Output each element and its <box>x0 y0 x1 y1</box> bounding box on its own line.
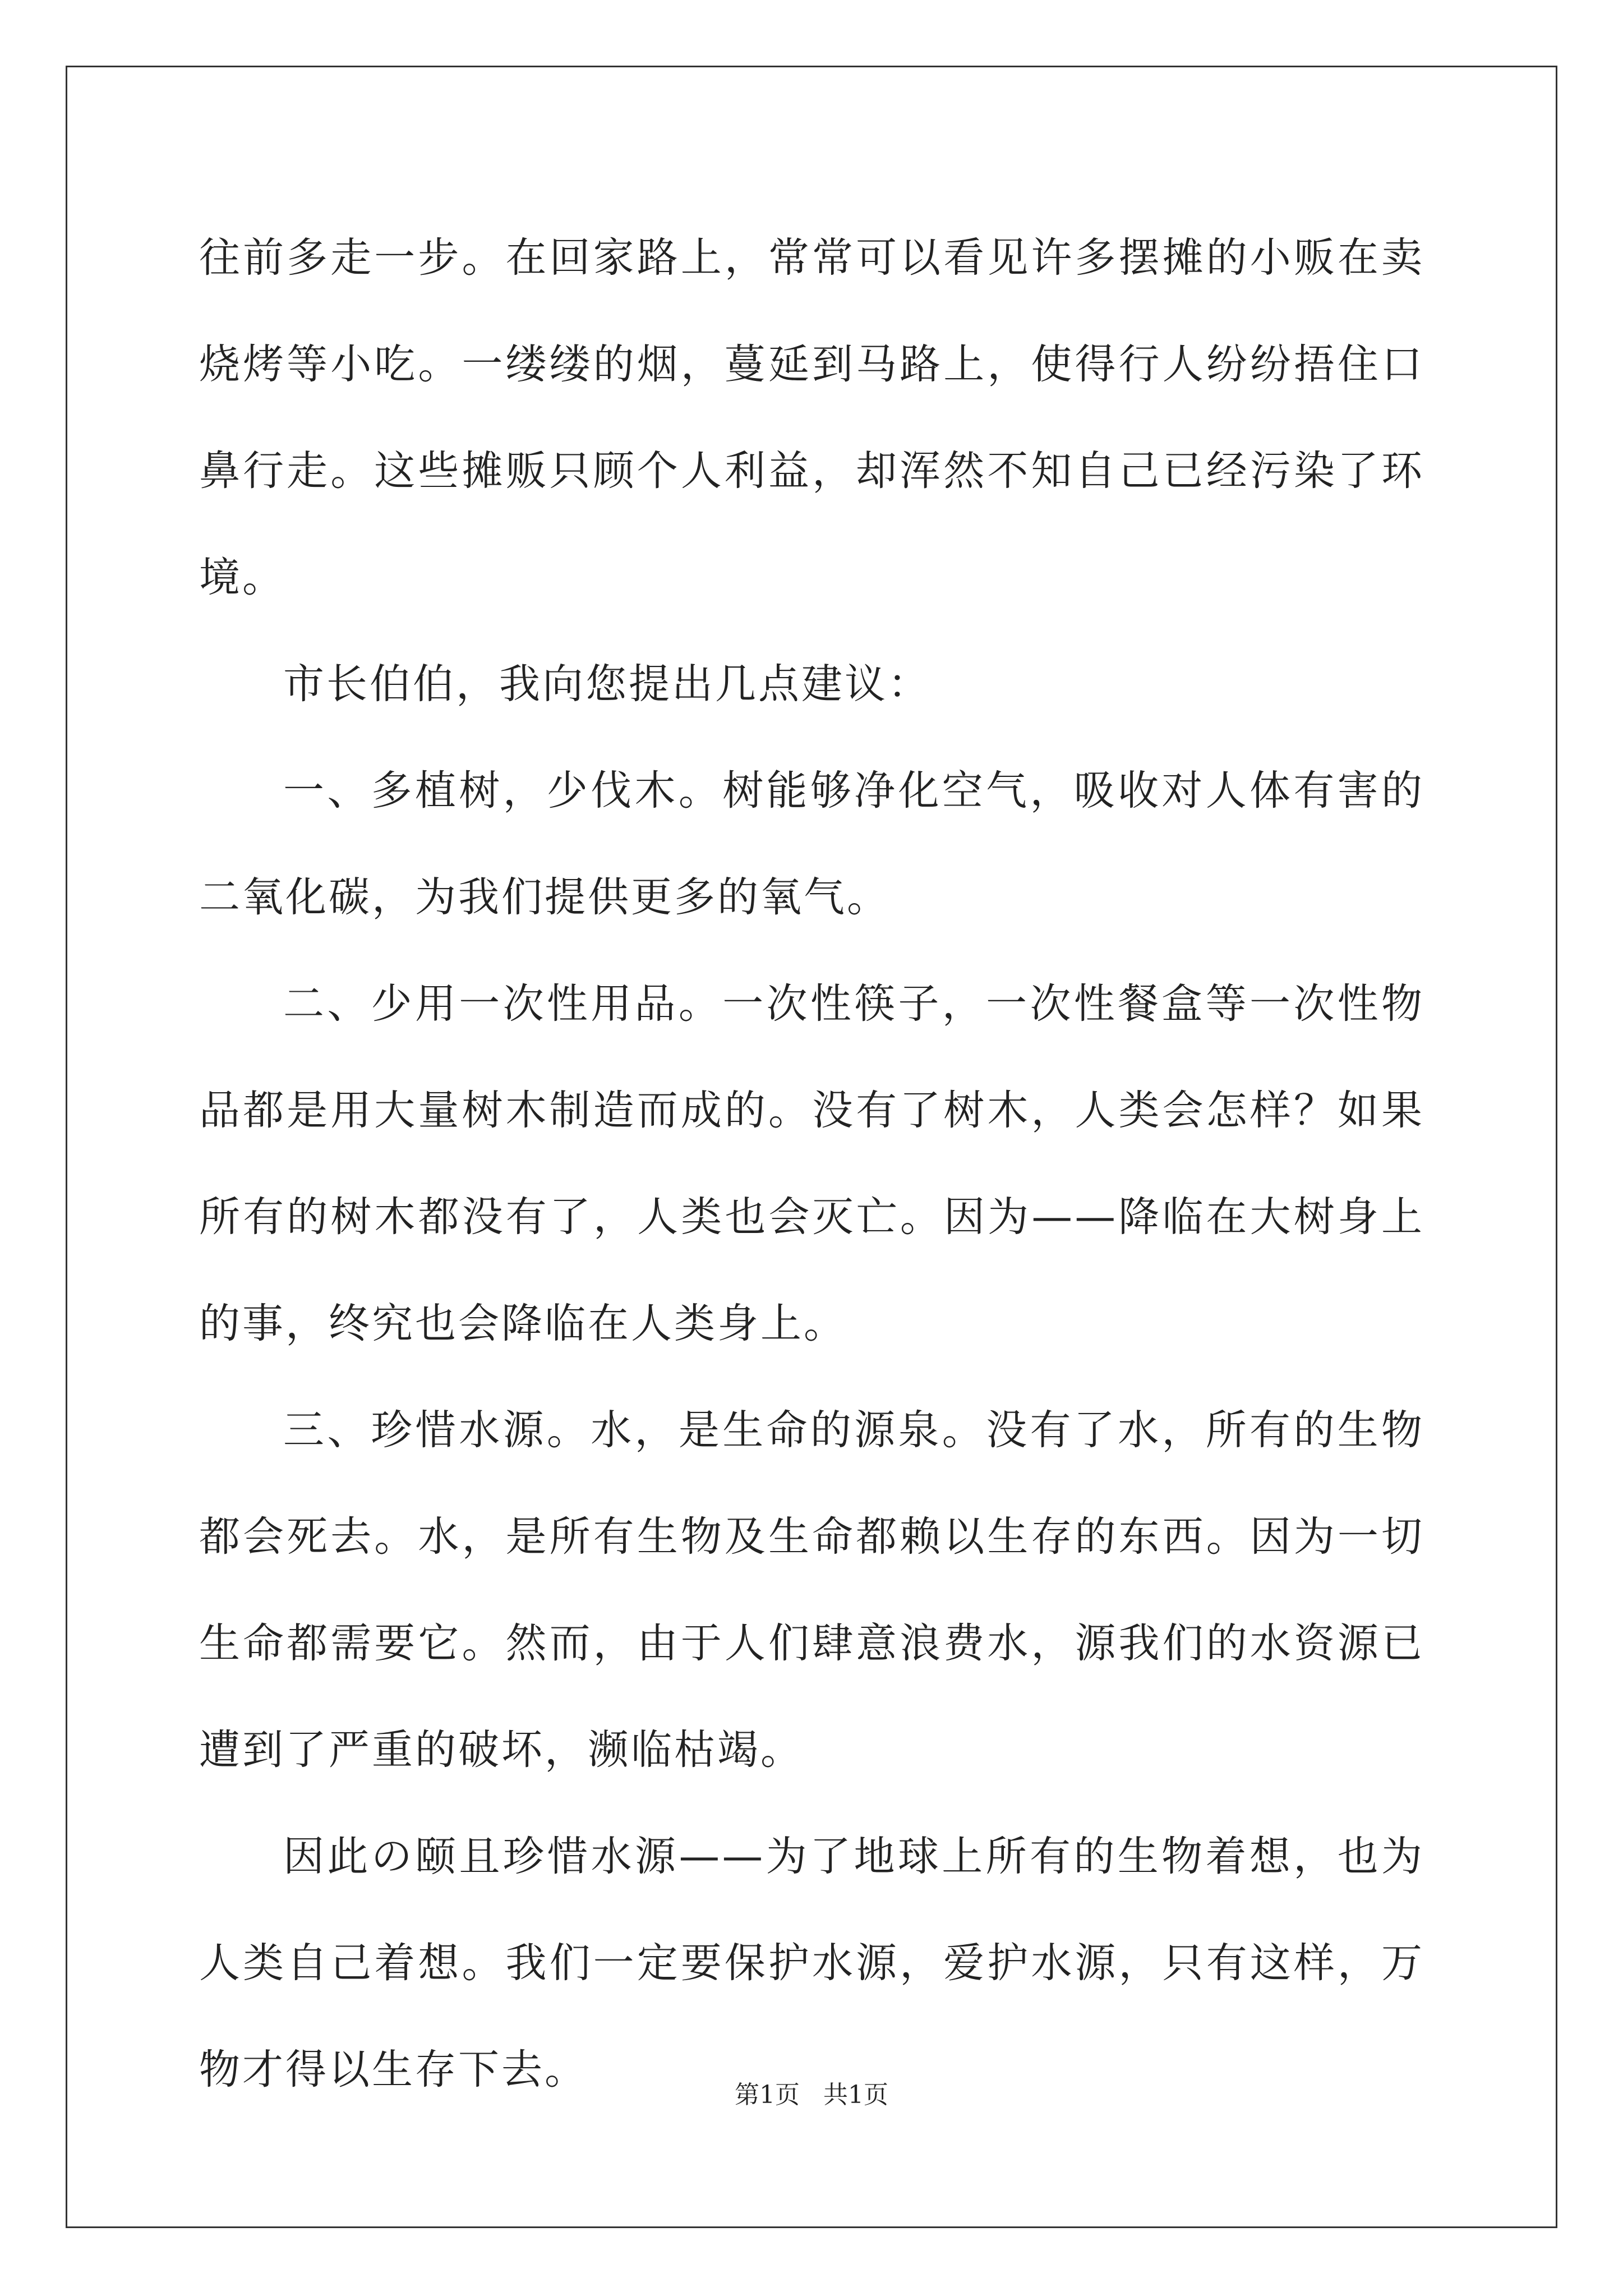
paragraph-conclusion: 因此の颐且珍惜水源——为了地球上所有的生物着想，也为人类自己着想。我们一定要保护水源，爱护水源，只有这样，万物才得以生存下去。 <box>199 1833 1424 2093</box>
page-number-footer: 第1页 共1页 <box>735 2081 888 2109</box>
paragraph-suggestion-1: 一、多植树，少伐木。树能够净化空气，吸收对人体有害的二氧化碳，为我们提供更多的氧气。 <box>199 767 1424 921</box>
paragraph-continuation: 往前多走一步。在回家路上，常常可以看见许多摆摊的小贩在卖烧烤等小吃。一缕缕的烟，蔓延到马路上，使得行人纷纷捂住口鼻行走。这些摊贩只顾个人利益，却浑然不知自己已经污染了环境。 <box>199 234 1424 601</box>
paragraph-suggestion-2: 二、少用一次性用品。一次性筷子，一次性餐盒等一次性物品都是用大量树木制造而成的。没有了树木，人类会怎样？如果所有的树木都没有了，人类也会灭亡。因为——降临在大树身上的事，终究也会降临在人类身上。 <box>199 980 1424 1347</box>
document-body <box>199 205 1424 2123</box>
paragraph-salutation: 市长伯伯，我向您提出几点建议： <box>283 660 931 708</box>
paragraph-suggestion-3: 三、珍惜水源。水，是生命的源泉。没有了水，所有的生物都会死去。水，是所有生物及生命都赖以生存的东西。因为一切生命都需要它。然而，由于人们肆意浪费水，源我们的水资源已遭到了严重的破坏，濒临枯竭。 <box>199 1406 1424 1774</box>
